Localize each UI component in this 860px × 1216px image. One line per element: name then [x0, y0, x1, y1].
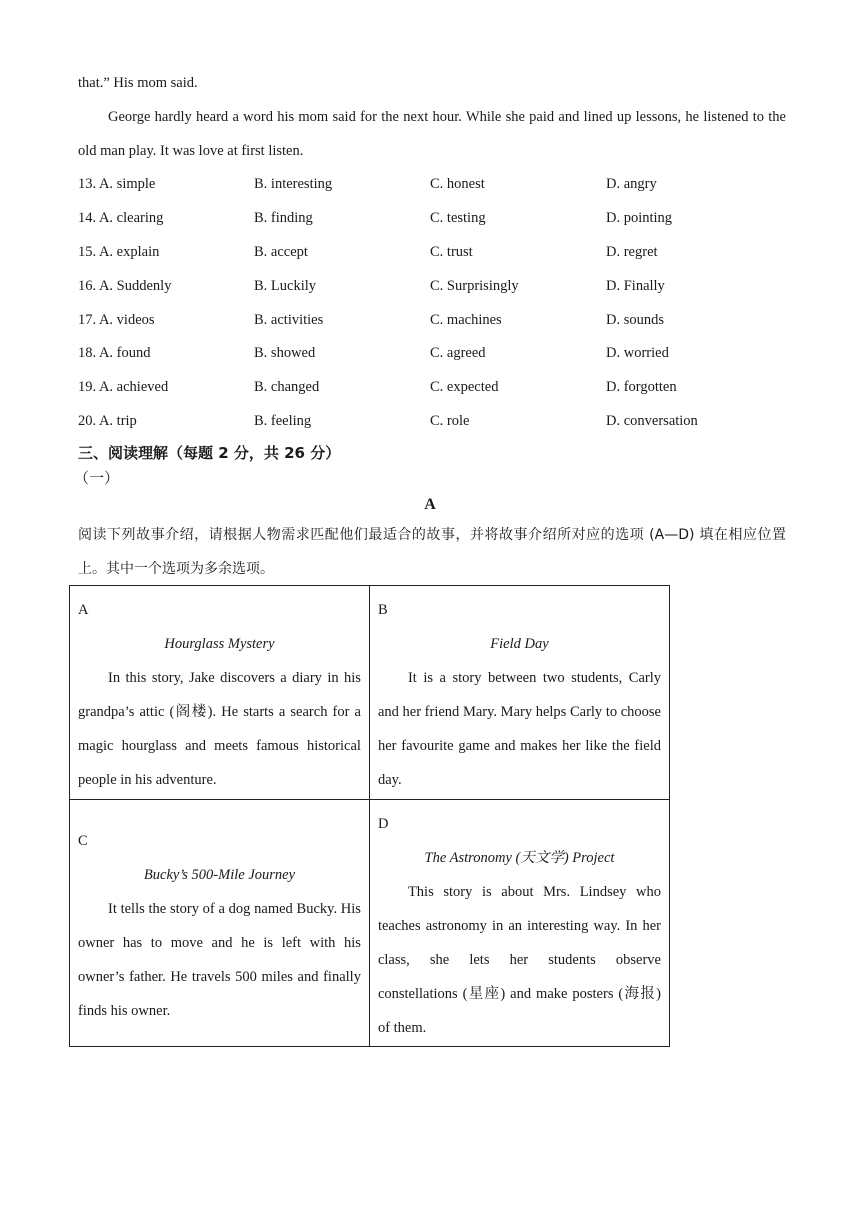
option-b: B. activities [254, 312, 324, 328]
stories-table [69, 585, 670, 1047]
story-body: It is a story between two students, Carly and her friend Mary. Mary helps Carly to choose her favourite game and makes her like the field day. [377, 670, 661, 788]
option-a: 19. A. achieved [78, 379, 169, 395]
story-cell-a [70, 586, 370, 800]
option-d: D. regret [606, 244, 658, 260]
option-d: D. pointing [606, 210, 673, 226]
option-b: B. accept [254, 244, 308, 260]
story-body: In this story, Jake discovers a diary in his grandpa’s attic (阁楼). He starts a search for a magic hourglass and meets famous historical people in his adventure. [78, 670, 361, 788]
section-title: 三、阅读理解（每题 2 分，共 26 分） [78, 444, 341, 462]
option-d: D. worried [606, 345, 669, 361]
story-letter: B [377, 602, 388, 618]
option-a: 13. A. simple [78, 176, 156, 192]
option-c: C. machines [430, 312, 502, 328]
story-letter: D [377, 816, 389, 832]
option-c: C. honest [430, 176, 485, 192]
option-c: C. trust [430, 244, 473, 260]
paragraph-text: George hardly heard a word his mom said for the next hour. While she paid and lined up lessons, he listened to the old man play. It was love at first listen. [78, 109, 786, 159]
story-cell-c [70, 800, 370, 1047]
option-a: 14. A. clearing [78, 210, 164, 226]
story-title: The Astronomy (天文学) Project [424, 850, 615, 866]
option-c: C. expected [430, 379, 499, 395]
story-paragraph [78, 100, 786, 168]
option-b: B. changed [254, 379, 320, 395]
instructions-text: 阅读下列故事介绍，请根据人物需求匹配他们最适合的故事，并将故事介绍所对应的选项 (A—D) 填在相应位置上。其中一个选项为多余选项。 [78, 527, 786, 577]
table-row [70, 586, 670, 800]
table-row [70, 800, 670, 1047]
subsection-label: （一） [74, 469, 120, 487]
option-b: B. finding [254, 210, 313, 226]
story-body: This story is about Mrs. Lindsey who teaches astronomy in an interesting way. In her class, she lets her students observe constellations (星座) and make posters (海报) of them. [377, 884, 661, 1036]
option-b: B. interesting [254, 176, 333, 192]
story-title: Hourglass Mystery [164, 636, 275, 652]
story-cell-b [369, 586, 669, 800]
story-cell-d [369, 800, 669, 1047]
option-a: 16. A. Suddenly [78, 278, 172, 294]
option-c: C. Surprisingly [430, 278, 519, 294]
option-d: D. angry [606, 176, 657, 192]
story-body: It tells the story of a dog named Bucky. His owner has to move and he is left with his owner’s father. He travels 500 miles and finally finds his owner. [78, 901, 361, 1019]
option-a: 17. A. videos [78, 312, 155, 328]
part-label: A [424, 496, 436, 513]
option-b: B. feeling [254, 413, 312, 429]
story-title: Bucky’s 500-Mile Journey [143, 867, 296, 883]
option-c: C. agreed [430, 345, 486, 361]
option-a: 18. A. found [78, 345, 151, 361]
option-c: C. role [430, 413, 470, 429]
option-d: D. forgotten [606, 379, 677, 395]
option-d: D. sounds [606, 312, 665, 328]
option-c: C. testing [430, 210, 486, 226]
story-title: Field Day [490, 636, 549, 652]
option-b: B. Luckily [254, 278, 317, 294]
option-d: D. conversation [606, 413, 698, 429]
story-letter: A [78, 602, 89, 618]
intro-tail-text: that.” His mom said. [78, 75, 198, 91]
option-a: 20. A. trip [78, 413, 137, 429]
option-b: B. showed [254, 345, 316, 361]
option-a: 15. A. explain [78, 244, 160, 260]
story-letter: C [78, 833, 88, 849]
option-d: D. Finally [606, 278, 665, 294]
